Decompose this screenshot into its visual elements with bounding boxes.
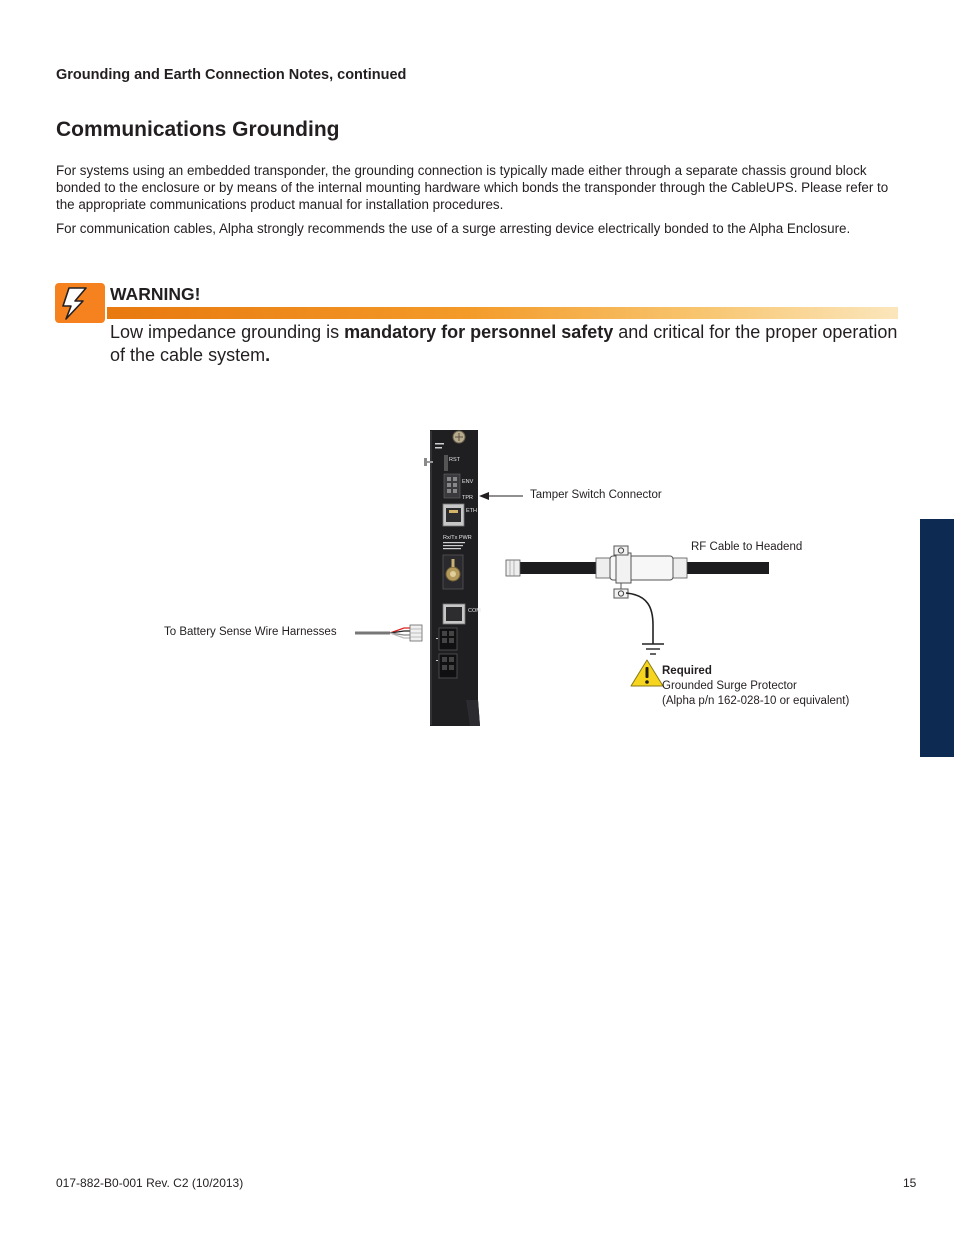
paragraph-embedded-transponder: For systems using an embedded transponder, the grounding connection is typically made either through a separate chassis ground block bonded to the enclosure or by means of the internal mounting hardware which bonds the transponder through the CableUPS. Please refer to the appropriate communications product manual for installation procedures.: [56, 163, 889, 212]
warning-text-end: .: [265, 345, 271, 365]
chapter-side-tab: [920, 519, 954, 757]
tamper-switch-label: Tamper Switch Connector: [530, 489, 662, 501]
continued-heading: Grounding and Earth Connection Notes, continued: [56, 67, 407, 83]
paragraph-communication-cables: For communication cables, Alpha strongly recommends the use of a surge arresting device electrically bonded to the Alpha Enclosure.: [56, 221, 851, 236]
rxtx-label: Rx/Tx PWR: [443, 535, 472, 541]
part-number-label: (Alpha p/n 162-028-10 or equivalent): [662, 695, 850, 707]
warning-text-before: Low impedance grounding is: [110, 322, 345, 342]
required-label: Required: [662, 665, 712, 677]
warning-text-bold: mandatory for personnel safety: [344, 322, 614, 342]
section-title: Communications Grounding: [56, 118, 340, 141]
rf-cable-assembly: [506, 546, 769, 654]
battery-sense-harness: [355, 625, 422, 641]
surge-protector-label: Grounded Surge Protector: [662, 680, 797, 692]
eth-label: ETH: [466, 508, 477, 514]
exclamation-triangle-icon: [631, 660, 663, 686]
warning-label: WARNING!: [110, 284, 201, 304]
warning-text-after: and critical for the proper operation of the cable system: [110, 322, 898, 365]
tamper-pointer: [479, 492, 523, 500]
com-label: COM: [468, 608, 481, 614]
transponder-module: [424, 430, 481, 726]
tpr-label: TPR: [462, 495, 473, 501]
rst-label: RST: [449, 457, 460, 463]
footer-doc-id: 017-882-B0-001 Rev. C2 (10/2013): [56, 1176, 244, 1190]
rf-cable-label: RF Cable to Headend: [691, 541, 803, 553]
battery-sense-label: To Battery Sense Wire Harnesses: [164, 626, 337, 638]
env-label: ENV: [462, 479, 474, 485]
footer-page-number: 15: [903, 1176, 917, 1190]
